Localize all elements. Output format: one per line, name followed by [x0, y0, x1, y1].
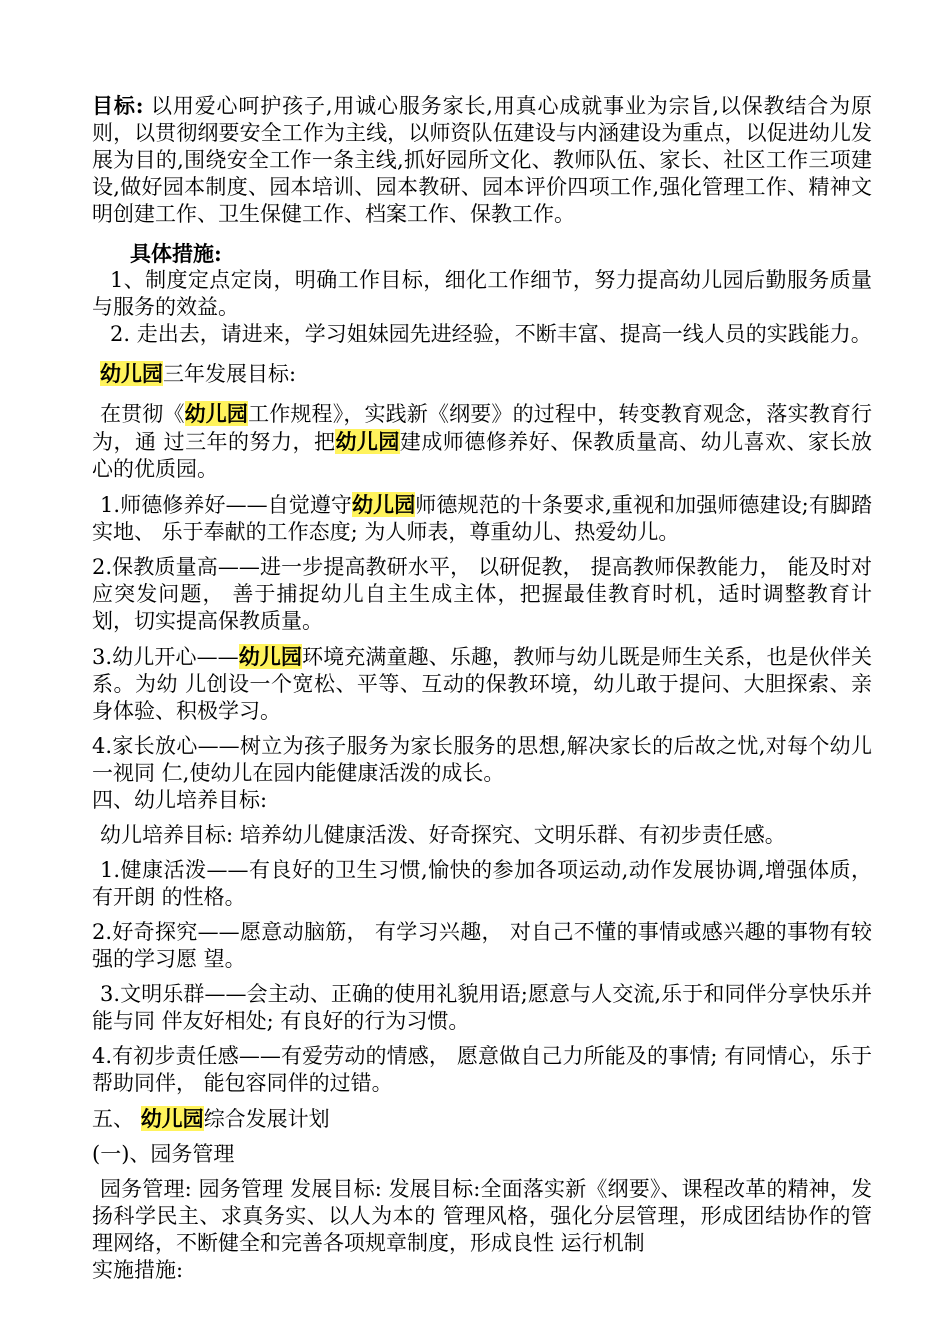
measure-item-1: 1、制度定点定岗，明确工作目标，细化工作细节，努力提高幼儿园后勤服务质量与服务的效益。	[92, 268, 872, 319]
keyword-highlight: 幼儿园	[100, 361, 163, 386]
goal-1-text-b: 师德规范的十条要求,重视和加强师德建设;有脚踏实地、 乐于奉献的工作态度; 为人师表，尊重幼儿、热爱幼儿。	[92, 493, 873, 544]
three-year-title	[92, 360, 872, 388]
child-goal-4: 4.有初步责任感——有爱劳动的情感， 愿意做自己力所能及的事情; 有同情心，乐于帮助同伴， 能包容同伴的过错。	[92, 1044, 872, 1095]
plan-affairs-paragraph: 园务管理: 园务管理 发展目标: 发展目标:全面落实新《纲要》、课程改革的精神，发扬科学民主、求真务实、以人为本的 管理风格，强化分层管理，形成团结协作的管理网络，不断健全和完善各项规章制度，形成良性 运行机制	[92, 1177, 872, 1255]
plan-subtitle-affairs: (一)、园务管理	[92, 1142, 235, 1166]
child-goal-2: 2.好奇探究——愿意动脑筋， 有学习兴趣， 对自己不懂的事情或感兴趣的事物有较强的学习愿 望。	[92, 920, 872, 971]
keyword-highlight: 幼儿园	[352, 492, 416, 517]
intro-text-a: 在贯彻《	[100, 402, 185, 426]
goal-3-text-a: 3.幼儿开心——	[92, 645, 239, 669]
three-year-intro	[92, 400, 872, 483]
plan-measures-label: 实施措施:	[92, 1258, 184, 1282]
goal-text: 以用爱心呵护孩子,用诚心服务家长,用真心成就事业为宗旨,以保教结合为原则，以贯彻纲要安全工作为主线，以师资队伍建设与内涵建设为重点，以促进幼儿发展为目的,围绕安全工作一条主线,抓好园所文化、教师队伍、家长、社区工作三项建设,做好园本制度、园本培训、园本教研、园本评价四项工作,强化管理工作、精神文明创建工作、卫生保健工作、档案工作、保教工作。	[92, 94, 872, 226]
measures-title: 具体措施:	[130, 241, 222, 266]
child-goal-1: 1.健康活泼——有良好的卫生习惯,愉快的参加各项运动,动作发展协调,增强体质，有开朗 的性格。	[92, 858, 872, 909]
keyword-highlight: 幼儿园	[184, 401, 249, 426]
three-year-goal-1	[92, 491, 872, 546]
measure-item-2: 2. 走出去，请进来，学习姐妹园先进经验，不断丰富、提高一线人员的实践能力。	[110, 322, 872, 346]
three-year-goal-3	[92, 643, 872, 725]
goal-label: 目标:	[92, 93, 144, 118]
plan-title-prefix: 五、	[92, 1107, 141, 1131]
goal-3-text-b: 环境充满童趣、乐趣，教师与幼儿既是师生关系，也是伙伴关系。为幼 儿创设一个宽松、平等、互动的保教环境，幼儿敢于提问、大胆探索、亲身体验、积极学习。	[92, 645, 872, 723]
three-year-goal-4: 4.家长放心——树立为孩子服务为家长服务的思想,解决家长的后故之忧,对每个幼儿一视同 仁,使幼儿在园内能健康活泼的成长。	[92, 734, 872, 785]
intro-text-b: 工作规程》，实践新《纲要》的过程中，转变教育观念，落实教育行为，通 过三年的努力，把	[92, 402, 873, 454]
three-year-title-text: 三年发展目标:	[163, 362, 297, 386]
keyword-highlight: 幼儿园	[335, 429, 400, 454]
goal-1-text-a: 1.师德修养好——自觉遵守	[100, 493, 353, 517]
three-year-goal-2: 2.保教质量高——进一步提高教研水平， 以研促教， 提高教师保教能力， 能及时对应突发问题， 善于捕捉幼儿自主生成主体，把握最佳教育时机，适时调整教育计划，切实提高保教质量。	[92, 555, 872, 633]
keyword-highlight: 幼儿园	[140, 1106, 204, 1131]
keyword-highlight: 幼儿园	[238, 644, 303, 669]
child-goals-intro: 幼儿培养目标: 培养幼儿健康活泼、好奇探究、文明乐群、有初步责任感。	[100, 823, 786, 847]
document-page	[92, 92, 872, 1284]
plan-title	[92, 1105, 872, 1133]
child-goal-3: 3.文明乐群——会主动、正确的使用礼貌用语;愿意与人交流,乐于和同伴分享快乐并能与同 伴友好相处; 有良好的行为习惯。	[92, 982, 872, 1033]
intro-text-c: 建成师德修养好、保教质量高、幼儿喜欢、家长放心的优质园。	[92, 430, 873, 481]
child-goals-title: 四、幼儿培养目标:	[92, 788, 268, 812]
goal-paragraph	[92, 92, 872, 228]
plan-title-text: 综合发展计划	[203, 1107, 330, 1131]
